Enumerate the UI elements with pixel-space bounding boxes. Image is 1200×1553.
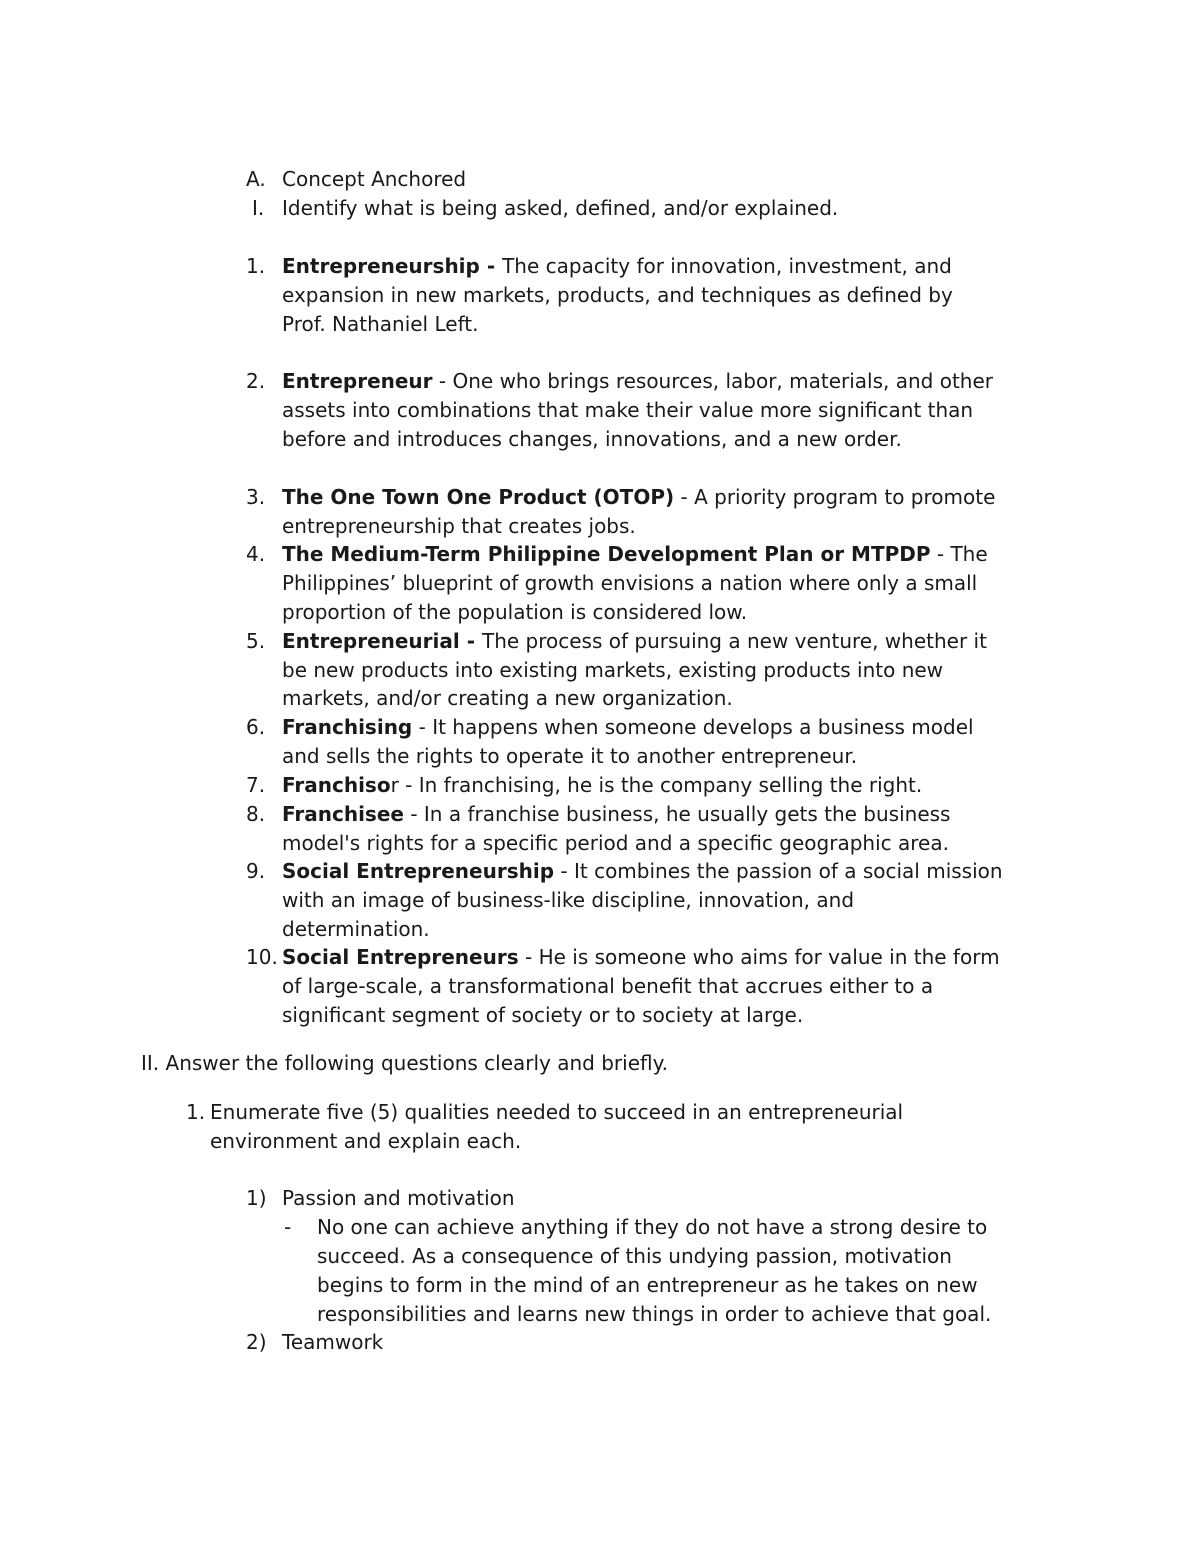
definition-number: 7. (246, 773, 266, 797)
quality-bullet-dash: - (284, 1215, 292, 1239)
definition-first-line (282, 252, 952, 281)
quality-title: Teamwork (282, 1330, 384, 1354)
quality-explanation: No one can achieve anything if they do not have a strong desire to (317, 1215, 988, 1239)
definition-text: In a franchise business, he usually gets the business (423, 802, 951, 826)
quality-explanation: responsibilities and learns new things in order to achieve that goal. (317, 1302, 992, 1326)
definition-text: proportion of the population is considered low. (282, 600, 748, 624)
definition-first-line (282, 483, 995, 512)
definition-separator: - (412, 715, 433, 739)
definition-separator: - (479, 254, 503, 278)
definition-text: It happens when someone develops a business model (432, 715, 974, 739)
definition-number: 8. (246, 802, 266, 826)
part-two-instruction: Answer the following questions clearly and briefly. (165, 1051, 668, 1075)
definition-number: 5. (246, 629, 266, 653)
definition-separator: - (432, 369, 453, 393)
definition-first-line (282, 627, 987, 656)
definition-text: The process of pursuing a new venture, whether it (481, 629, 987, 653)
part-one-label: I. (252, 196, 265, 220)
definition-number: 2. (246, 369, 266, 393)
definition-separator: - (398, 773, 419, 797)
definition-first-line (282, 857, 1003, 886)
definition-text: The capacity for innovation, investment, and (502, 254, 952, 278)
question-number: 1. (186, 1100, 206, 1124)
quality-number: 1) (246, 1186, 267, 1210)
definition-separator: - (518, 945, 539, 969)
definition-number: 1. (246, 254, 266, 278)
definition-text: Philippines’ blueprint of growth envisions a nation where only a small (282, 571, 978, 595)
definition-text: and sells the rights to operate it to another entrepreneur. (282, 744, 858, 768)
definition-text: markets, and/or creating a new organization. (282, 686, 733, 710)
definition-text: The (950, 542, 988, 566)
definition-first-line (282, 771, 922, 800)
definition-text: One who brings resources, labor, materials, and other (452, 369, 994, 393)
quality-title: Passion and motivation (282, 1186, 515, 1210)
section-a-label: A. (246, 167, 266, 191)
definition-text: determination. (282, 917, 430, 941)
part-one-instruction: Identify what is being asked, defined, and/or explained. (282, 196, 839, 220)
definition-number: 9. (246, 859, 266, 883)
definition-text: expansion in new markets, products, and techniques as defined by (282, 283, 953, 307)
definition-text: entrepreneurship that creates jobs. (282, 514, 636, 538)
definition-text: assets into combinations that make their value more significant than (282, 398, 974, 422)
part-two-label: II. (141, 1051, 160, 1075)
definition-separator: - (674, 485, 695, 509)
definition-number: 10. (246, 945, 278, 969)
definition-text: before and introduces changes, innovations, and a new order. (282, 427, 902, 451)
definition-text: be new products into existing markets, existing products into new (282, 658, 944, 682)
definition-separator: - (403, 802, 424, 826)
definition-term: Entrepreneurship (282, 254, 480, 278)
section-a-title: Concept Anchored (282, 167, 467, 191)
definition-first-line (282, 800, 950, 829)
definition-text: with an image of business-like discipline, innovation, and (282, 888, 855, 912)
definition-first-line (282, 713, 974, 742)
question-text: environment and explain each. (210, 1129, 522, 1153)
definition-term: Social Entrepreneurs (282, 945, 519, 969)
definition-term: The One Town One Product (OTOP) (282, 485, 675, 509)
definition-number: 4. (246, 542, 266, 566)
definition-text: model's rights for a specific period and a specific geographic area. (282, 831, 949, 855)
definition-first-line (282, 943, 1000, 972)
question-text: Enumerate five (5) qualities needed to succeed in an entrepreneurial (210, 1100, 904, 1124)
definition-term: Franchiso (282, 773, 391, 797)
definition-term: Entrepreneurial (282, 629, 460, 653)
definition-text: significant segment of society or to society at large. (282, 1003, 804, 1027)
definition-text: In franchising, he is the company selling the right. (418, 773, 923, 797)
definition-separator: - (554, 859, 574, 883)
part-two-heading (141, 1049, 668, 1078)
definition-text: He is someone who aims for value in the form (538, 945, 1000, 969)
quality-explanation: succeed. As a consequence of this undying passion, motivation (317, 1244, 952, 1268)
definition-term-tail: r (390, 773, 399, 797)
definition-term: Franchising (282, 715, 413, 739)
definition-term: The Medium-Term Philippine Development Plan or MTPDP (282, 542, 931, 566)
definition-term: Franchisee (282, 802, 404, 826)
quality-number: 2) (246, 1330, 267, 1354)
definition-separator: - (459, 629, 482, 653)
definition-text: Prof. Nathaniel Left. (282, 312, 479, 336)
definition-text: It combines the passion of a social mission (573, 859, 1003, 883)
quality-explanation: begins to form in the mind of an entrepreneur as he takes on new (317, 1273, 978, 1297)
definition-number: 3. (246, 485, 266, 509)
definition-text: of large-scale, a transformational benefit that accrues either to a (282, 974, 934, 998)
definition-number: 6. (246, 715, 266, 739)
definition-term: Entrepreneur (282, 369, 433, 393)
definition-term: Social Entrepreneurship (282, 859, 555, 883)
definition-first-line (282, 367, 993, 396)
definition-separator: - (930, 542, 951, 566)
definition-first-line (282, 540, 988, 569)
definition-text: A priority program to promote (694, 485, 996, 509)
